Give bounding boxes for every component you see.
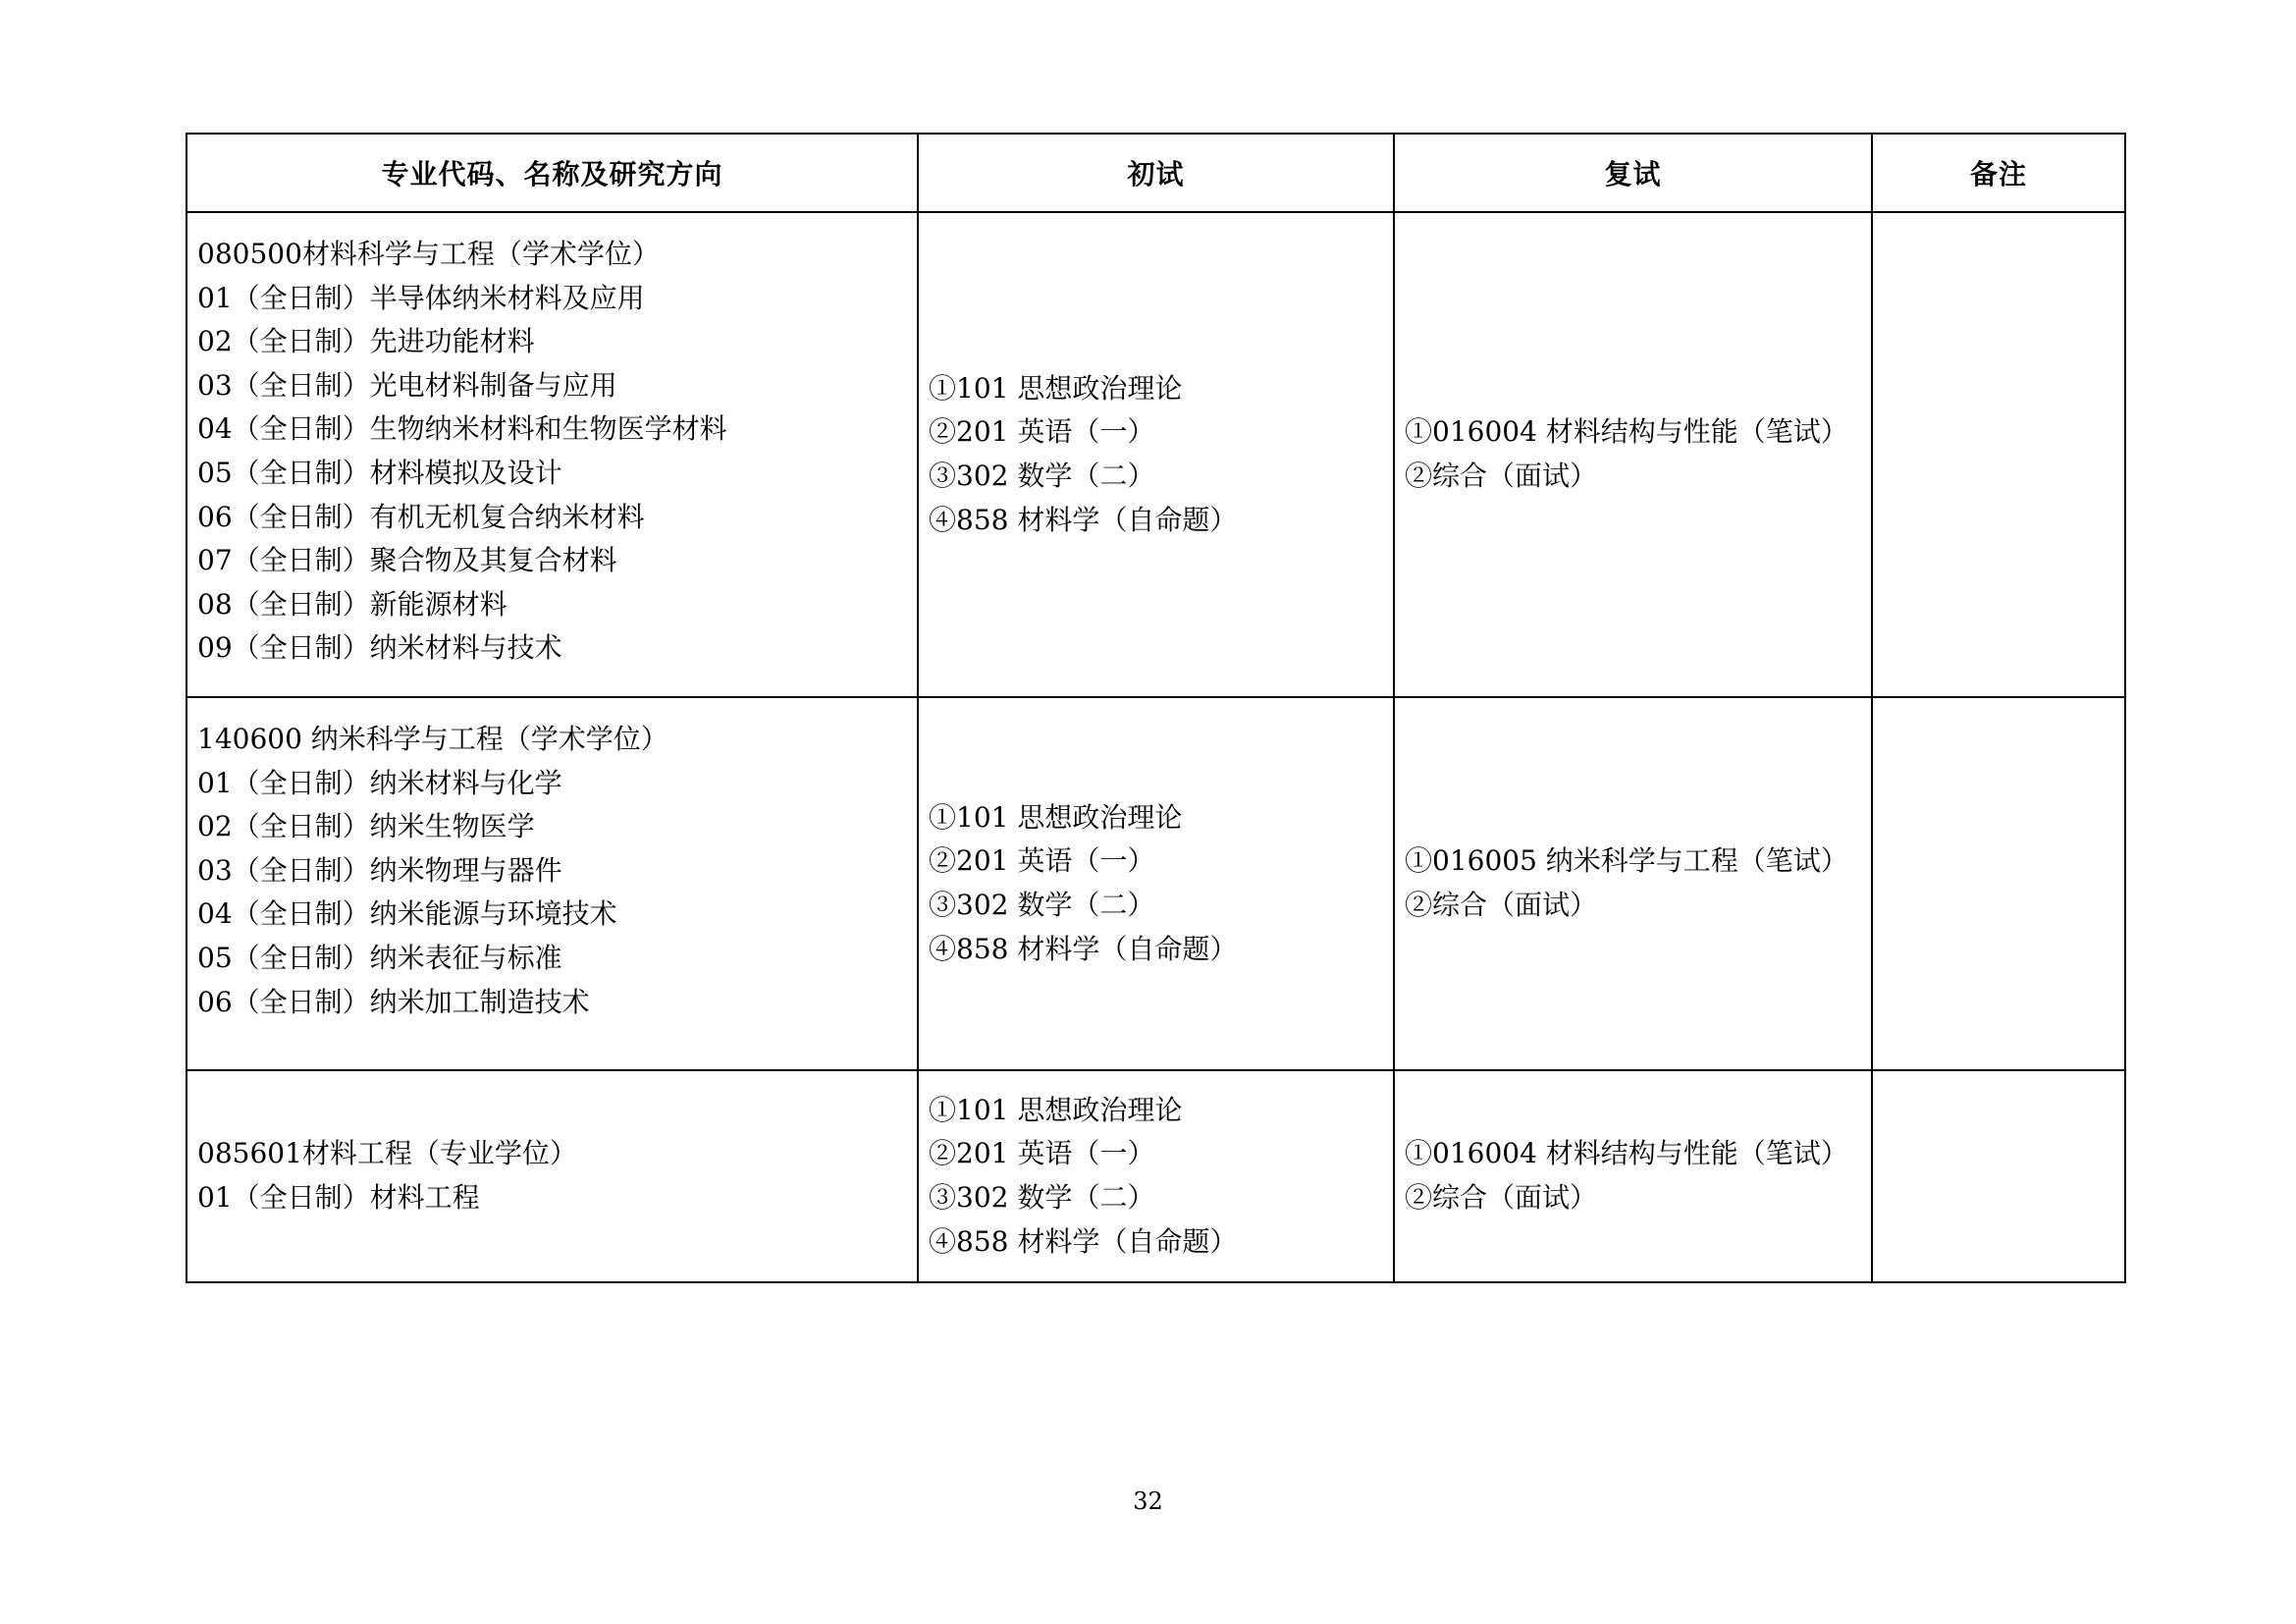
major-heading [197, 718, 917, 762]
direction-item: 01（全日制）纳米材料与化学 [197, 766, 562, 799]
direction-item: 03（全日制）光电材料制备与应用 [197, 368, 617, 402]
table-header-row [187, 134, 2125, 212]
direction-item: 01（全日制）材料工程 [197, 1181, 480, 1214]
initial-exam-subject: ①101 思想政治理论 [929, 1093, 1183, 1126]
major-code: 140600 [197, 723, 302, 755]
table-row [187, 212, 2125, 697]
direction-item: 06（全日制）纳米加工制造技术 [197, 985, 590, 1018]
major-cell [187, 1070, 918, 1282]
direction-item: 02（全日制）先进功能材料 [197, 325, 535, 358]
initial-exam-subject: ①101 思想政治理论 [929, 800, 1183, 834]
retest-cell [1394, 1070, 1872, 1282]
header-retest: 复试 [1394, 134, 1872, 212]
page-number: 32 [1133, 1488, 1163, 1515]
retest-item: ②综合（面试） [1405, 889, 1598, 921]
major-code: 080500 [197, 238, 302, 270]
major-cell [187, 212, 918, 697]
retest-item: ①016004 材料结构与性能（笔试） [1405, 415, 1848, 449]
initial-exam-subject: ②201 英语（一） [929, 415, 1155, 449]
notes-cell [1872, 1070, 2125, 1282]
initial-exam-subject: ④858 材料学（自命题） [929, 503, 1238, 536]
major-name: 材料工程（专业学位） [301, 1137, 577, 1170]
initial-exam-subject: ③302 数学（二） [929, 1181, 1155, 1214]
notes-cell [1872, 212, 2125, 697]
major-cell [187, 697, 918, 1070]
header-notes: 备注 [1872, 134, 2125, 212]
major-name: 纳米科学与工程（学术学位） [301, 723, 668, 755]
initial-exam-cell [918, 697, 1394, 1070]
major-code: 085601 [197, 1137, 302, 1170]
direction-item: 07（全日制）聚合物及其复合材料 [197, 544, 617, 577]
table-row [187, 1070, 2125, 1282]
retest-item: ①016004 材料结构与性能（笔试） [1405, 1137, 1848, 1170]
admissions-table [186, 133, 2126, 1283]
initial-exam-cell [918, 1070, 1394, 1282]
table-row [187, 697, 2125, 1070]
initial-exam-cell [918, 212, 1394, 697]
header-major: 专业代码、名称及研究方向 [187, 134, 918, 212]
direction-item: 06（全日制）有机无机复合纳米材料 [197, 500, 645, 533]
direction-item: 08（全日制）新能源材料 [197, 587, 507, 621]
retest-cell [1394, 697, 1872, 1070]
initial-exam-subject: ③302 数学（二） [929, 460, 1155, 492]
initial-exam-subject: ②201 英语（一） [929, 1137, 1155, 1170]
direction-item: 01（全日制）半导体纳米材料及应用 [197, 281, 645, 314]
retest-item: ②综合（面试） [1405, 460, 1598, 492]
notes-cell [1872, 697, 2125, 1070]
initial-exam-subject: ③302 数学（二） [929, 889, 1155, 921]
direction-item: 05（全日制）纳米表征与标准 [197, 941, 562, 974]
direction-item: 04（全日制）纳米能源与环境技术 [197, 897, 617, 931]
direction-item: 05（全日制）材料模拟及设计 [197, 456, 562, 489]
initial-exam-subject: ①101 思想政治理论 [929, 371, 1183, 405]
initial-exam-subject: ②201 英语（一） [929, 844, 1155, 878]
initial-exam-subject: ④858 材料学（自命题） [929, 932, 1238, 965]
direction-item: 04（全日制）生物纳米材料和生物医学材料 [197, 412, 727, 446]
retest-cell [1394, 212, 1872, 697]
direction-item: 02（全日制）纳米生物医学 [197, 810, 535, 843]
header-initial-exam: 初试 [918, 134, 1394, 212]
major-heading [197, 1132, 917, 1176]
major-heading [197, 233, 917, 277]
retest-item: ①016005 纳米科学与工程（笔试） [1405, 844, 1848, 878]
initial-exam-subject: ④858 材料学（自命题） [929, 1224, 1238, 1258]
retest-item: ②综合（面试） [1405, 1181, 1598, 1214]
direction-item: 03（全日制）纳米物理与器件 [197, 853, 562, 887]
major-name: 材料科学与工程（学术学位） [301, 238, 660, 270]
direction-item: 09（全日制）纳米材料与技术 [197, 631, 562, 665]
